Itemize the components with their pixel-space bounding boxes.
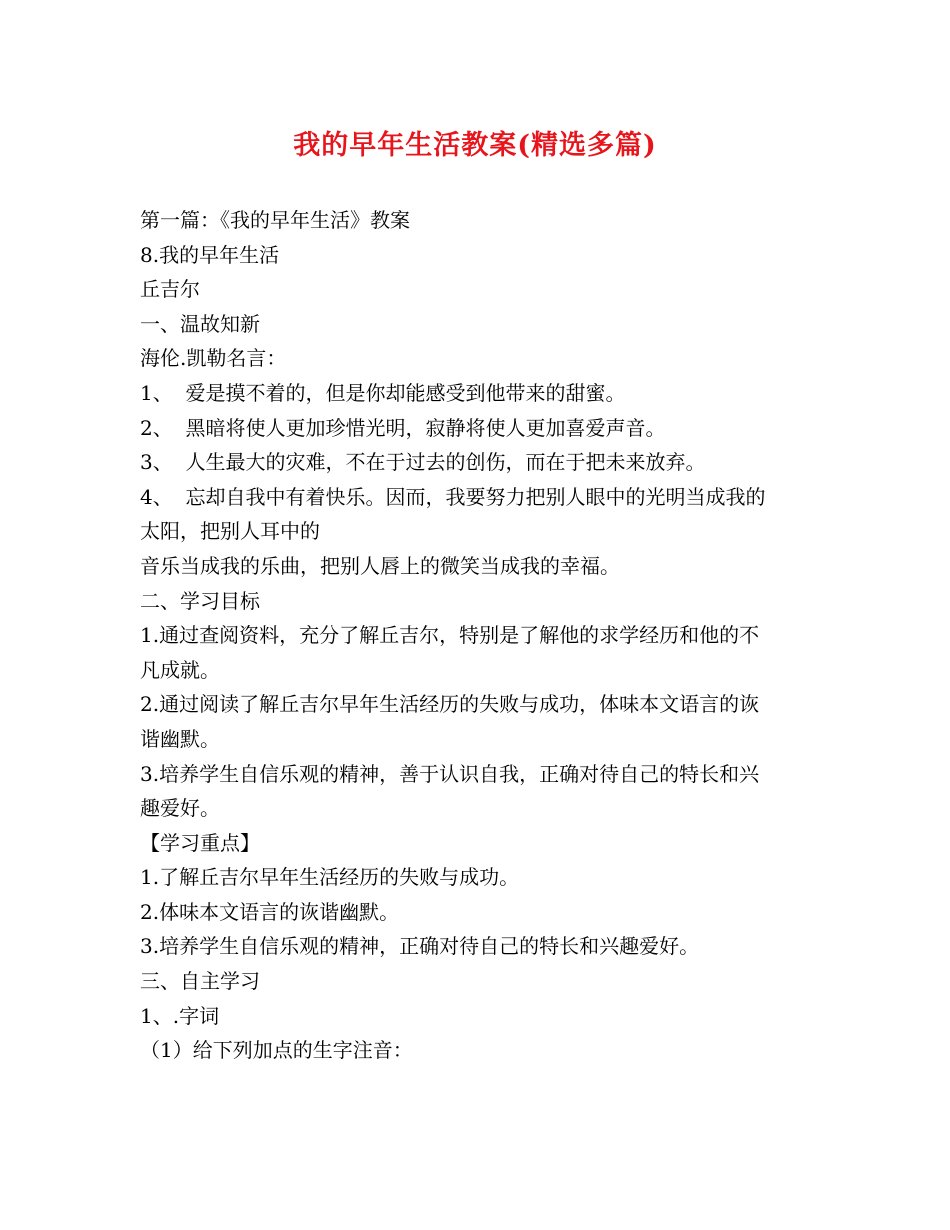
text-line: 1、.字词 (140, 1003, 220, 1028)
text-line: 2.通过阅读了解丘吉尔早年生活经历的失败与成功，体味本文语言的诙 (140, 692, 760, 717)
text-line: 4、 忘却自我中有着快乐。因而，我要努力把别人眼中的光明当成我的 (140, 484, 766, 509)
text-line: 第一篇：《我的早年生活》教案 (140, 208, 410, 232)
text-line: 音乐当成我的乐曲，把别人唇上的微笑当成我的幸福。 (140, 553, 620, 578)
text-line: 3.培养学生自信乐观的精神，正确对待自己的特长和兴趣爱好。 (140, 934, 700, 959)
text-line: （1）给下列加点的生字注音： (140, 1038, 413, 1063)
text-line: 凡成就。 (140, 657, 220, 682)
document-body (140, 203, 820, 1068)
text-line: 一、温故知新 (140, 311, 260, 336)
text-line: 1.通过查阅资料，充分了解丘吉尔，特别是了解他的求学经历和他的不 (140, 623, 760, 648)
text-line: 丘吉尔 (140, 277, 200, 302)
text-line: 1、 爱是摸不着的，但是你却能感受到他带来的甜蜜。 (140, 380, 626, 405)
text-line: 2.体味本文语言的诙谐幽默。 (140, 899, 400, 924)
text-line: 3.培养学生自信乐观的精神，善于认识自我，正确对待自己的特长和兴 (140, 761, 760, 786)
text-line: 三、自主学习 (140, 969, 260, 994)
text-line: 二、学习目标 (140, 588, 260, 613)
text-line: 谐幽默。 (140, 726, 220, 751)
text-line: 海伦.凯勒名言： (140, 346, 287, 371)
text-line: 趣爱好。 (140, 796, 220, 821)
text-line: 8.我的早年生活 (140, 242, 280, 267)
text-line: 【学习重点】 (140, 830, 260, 855)
text-line: 3、 人生最大的灾难，不在于过去的创伤，而在于把未来放弃。 (140, 450, 706, 475)
document-title: 我的早年生活教案(精选多篇) (293, 130, 657, 161)
text-line: 2、 黑暗将使人更加珍惜光明，寂静将使人更加喜爱声音。 (140, 415, 666, 440)
text-line: 1.了解丘吉尔早年生活经历的失败与成功。 (140, 865, 520, 890)
text-line: 太阳，把别人耳中的 (140, 519, 320, 544)
